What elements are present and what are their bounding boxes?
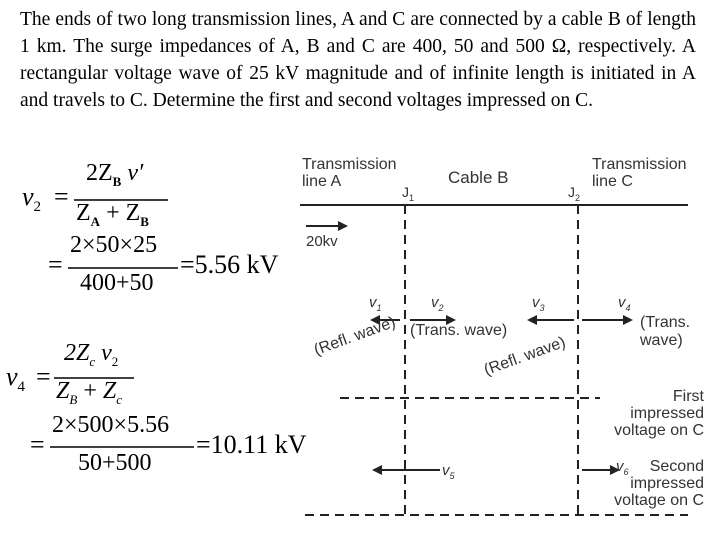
line-a-label: Transmission line A — [302, 156, 397, 190]
v2-numeric-denominator: 400+50 — [80, 270, 154, 296]
j1-label: $J_1$ — [402, 184, 415, 203]
v4-formula-denominator: $Z_B + Z_c$ — [56, 378, 122, 407]
reflected-wave-label-1: (Refl. wave) — [311, 313, 398, 360]
line-c-label: Transmission line C — [592, 156, 687, 190]
second-impressed-label: Second impressed voltage on C — [614, 458, 704, 509]
v2-lhs: $v_2$ — [22, 182, 42, 216]
v2-label: $v_2$ — [431, 294, 444, 313]
v3-label: $v_3$ — [532, 294, 545, 313]
v4-lhs: $v_4$ — [6, 362, 26, 396]
transmitted-wave-label-2: (Trans. wave) — [640, 314, 691, 349]
incident-voltage-label: 20kv — [306, 233, 338, 250]
v2-equals: = — [54, 182, 69, 211]
v1-label: $v_1$ — [369, 294, 382, 313]
v5-label: $v_5$ — [442, 462, 455, 481]
v6-label: $v_6$ — [616, 458, 629, 477]
v4-numeric-denominator: 50+500 — [78, 450, 152, 476]
v4-label: $v_4$ — [618, 294, 631, 313]
transmitted-wave-label-1: (Trans. wave) — [410, 322, 508, 339]
v2-formula-denominator: $Z_A + Z_B$ — [76, 200, 149, 229]
v4-numeric-numerator: 2×500×5.56 — [52, 412, 170, 438]
j2-label: $J_2$ — [568, 184, 581, 203]
reflected-wave-label-2: (Refl. wave) — [481, 333, 568, 380]
cable-b-label: Cable B — [448, 168, 509, 187]
problem-statement: The ends of two long transmission lines, A and C are connected by a cable B of length 1 km. The surge impedances of A, B and C are 400, 50 and 500 Ω, respectively. A rectangular voltage wave of 25 kV magnitude and of infinite length is initiated in A and travels to C. Determine the first and second voltages impressed on C. — [20, 9, 696, 111]
v4-equals: = — [36, 362, 51, 391]
v4-formula-numerator: $2Z_c$ $v_2$ — [64, 340, 119, 369]
first-impressed-label: First impressed voltage on C — [614, 388, 704, 439]
v2-numeric-numerator: 2×50×25 — [70, 232, 158, 258]
v2-formula-numerator: $2Z_B$ v′ — [86, 160, 144, 189]
v4-result: =10.11 kV — [196, 430, 307, 459]
v4-equals-2: = — [30, 430, 45, 459]
v2-equals-2: = — [48, 250, 63, 279]
v2-result: =5.56 kV — [180, 250, 279, 279]
